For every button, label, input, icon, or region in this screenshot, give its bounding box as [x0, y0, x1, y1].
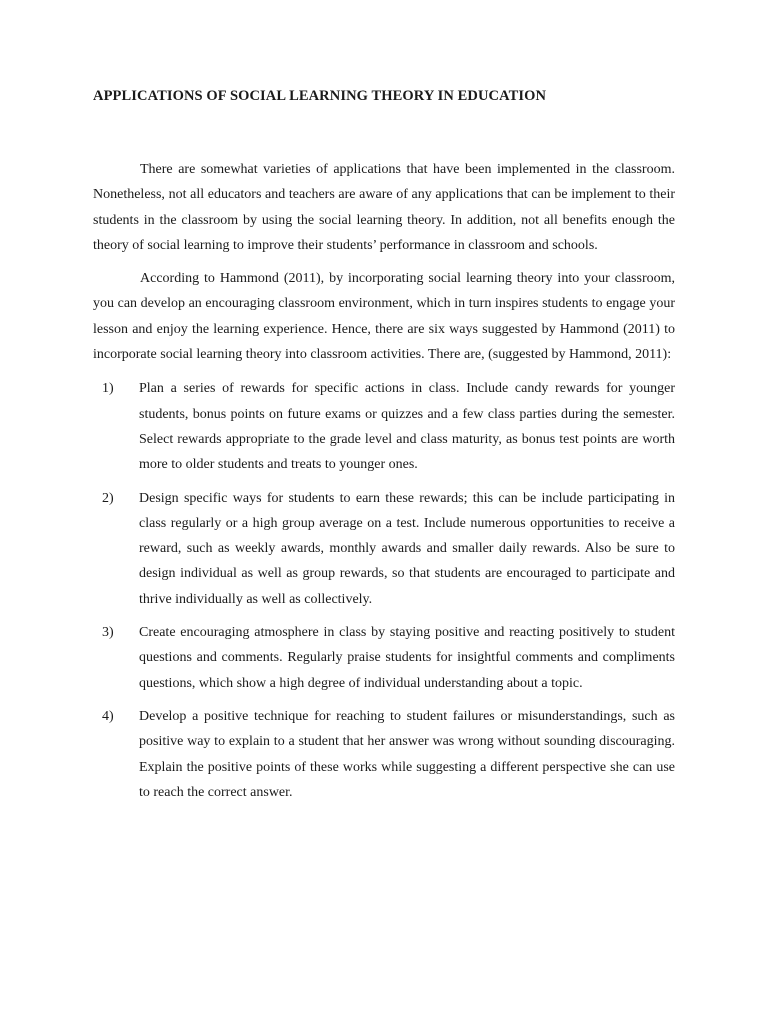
list-item-text: Develop a positive technique for reaching to student failures or misunderstandings, such as positive way to explain to a student that her answer was wrong without sounding discouraging. Explain the positive points of these works while suggesting a different perspective she can use to reach the correct answer.	[139, 708, 675, 800]
list-item	[93, 704, 675, 805]
list-item-text: Create encouraging atmosphere in class by staying positive and reacting positively to student questions and comments. Regularly praise students for insightful comments and compliments questions, which show a high degree of individual understanding about a topic.	[139, 625, 675, 691]
list-item-text: Plan a series of rewards for specific actions in class. Include candy rewards for younger students, bonus points on future exams or quizzes and a few class parties during the semester. Select rewards appropriate to the grade level and class maturity, as bonus test points are worth more to older students and treats to younger ones.	[139, 381, 675, 473]
list-item-number: 3)	[102, 625, 114, 641]
list-item-number: 2)	[102, 490, 114, 506]
list-item	[93, 376, 675, 477]
document-title: APPLICATIONS OF SOCIAL LEARNING THEORY IN EDUCATION	[93, 88, 547, 104]
paragraph-hammond: According to Hammond (2011), by incorporating social learning theory into your classroom, you can develop an encouraging classroom environment, which in turn inspires students to engage your lesson and enjoy the learning experience. Hence, there are six ways suggested by Hammond (2011) to incorporate social learning theory into classroom activities. There are, (suggested by Hammond, 2011):	[93, 271, 675, 363]
document-page	[93, 86, 675, 813]
paragraph-intro: There are somewhat varieties of applications that have been implemented in the classroom. Nonetheless, not all educators and teachers are aware of any applications that can be implement to their students in the classroom by using the social learning theory. In addition, not all benefits enough the theory of social learning to improve their students’ performance in classroom and schools.	[93, 162, 675, 253]
list-item-number: 4)	[102, 708, 114, 724]
numbered-list	[93, 376, 675, 805]
list-item	[93, 620, 675, 696]
list-item-number: 1)	[102, 381, 114, 397]
list-item-text: Design specific ways for students to earn these rewards; this can be include participating in class regularly or a high group average on a test. Include numerous opportunities to receive a reward, such as weekly awards, monthly awards and smaller daily rewards. Also be sure to design individual as well as group rewards, so that students are encouraged to participate and thrive individually as well as collectively.	[139, 490, 675, 607]
list-item	[93, 486, 675, 612]
